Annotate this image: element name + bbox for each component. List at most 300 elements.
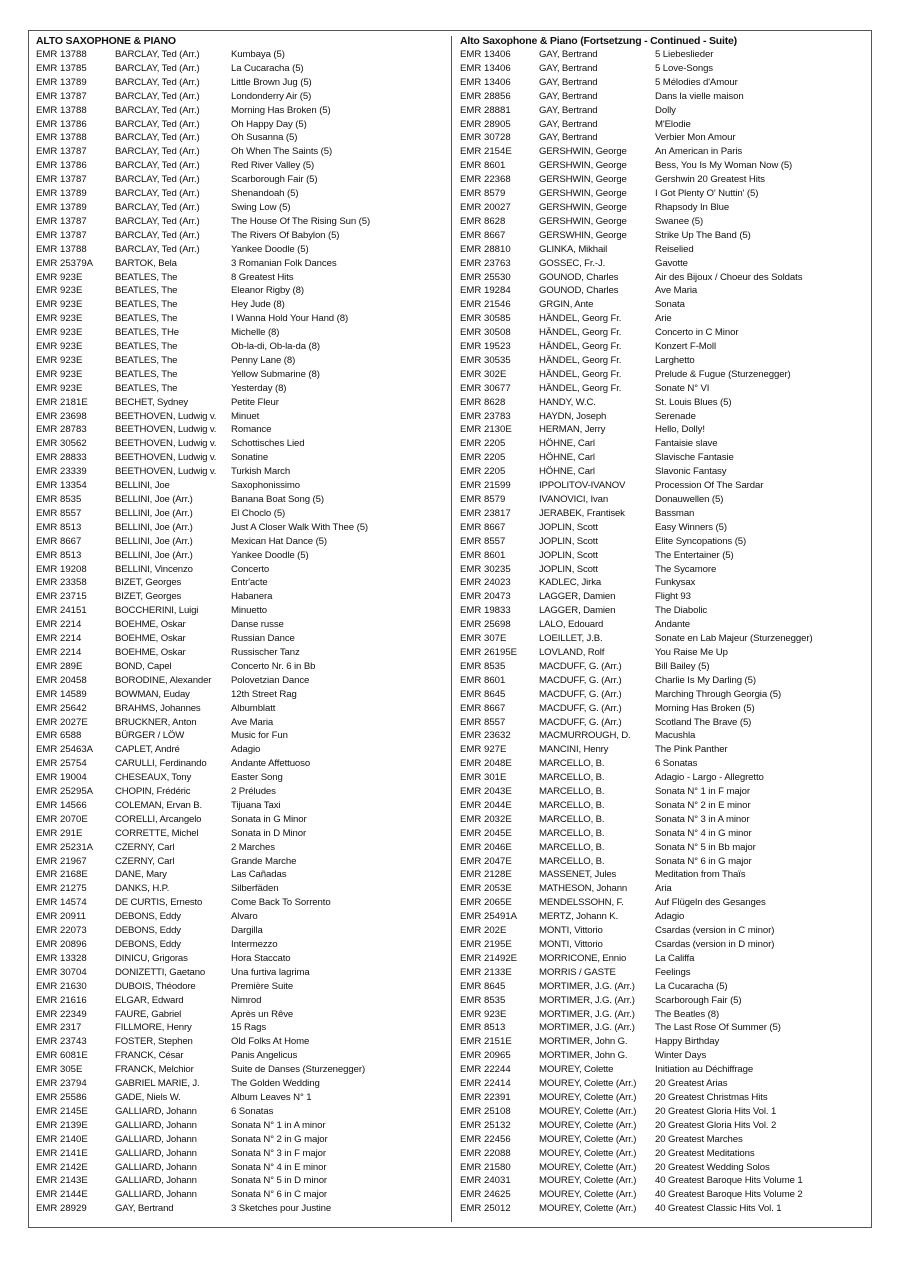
catalog-number: EMR 923E (36, 382, 83, 394)
composer: HAYDN, Joseph (539, 410, 607, 422)
catalog-number: EMR 14589 (36, 688, 87, 700)
work-title: Charlie Is My Darling (5) (655, 674, 756, 686)
work-title: Scotland The Brave (5) (655, 716, 752, 728)
composer: MORTIMER, J.G. (Arr.) (539, 1008, 635, 1020)
composer: DINICU, Grigoras (115, 952, 188, 964)
work-title: Petite Fleur (231, 396, 279, 408)
work-title: Concerto (231, 563, 270, 575)
work-title: Grande Marche (231, 855, 297, 867)
work-title: Banana Boat Song (5) (231, 494, 324, 505)
catalog-entry (460, 90, 868, 104)
composer: GERSHWIN, George (539, 215, 627, 227)
catalog-number: EMR 25463A (36, 744, 94, 756)
catalog-number: EMR 13406 (460, 49, 511, 60)
catalog-entry (460, 1161, 868, 1175)
catalog-number: EMR 19208 (36, 563, 87, 575)
composer: GAY, Bertrand (115, 1203, 174, 1215)
work-title: Première Suite (231, 980, 294, 992)
catalog-number: EMR 8579 (460, 188, 506, 200)
catalog-entry (36, 799, 444, 813)
composer: MONTI, Vittorio (539, 925, 603, 937)
work-title: The Last Rose Of Summer (5) (655, 1022, 781, 1034)
composer: MOUREY, Colette (Arr.) (539, 1189, 637, 1201)
catalog-number: EMR 2214 (36, 646, 82, 658)
catalog-entry (460, 1188, 868, 1202)
catalog-entry (36, 994, 444, 1008)
catalog-entry (460, 312, 868, 326)
catalog-number: EMR 305E (36, 1064, 83, 1076)
composer: LAGGER, Damien (539, 591, 616, 603)
catalog-entry (36, 521, 444, 535)
catalog-number: EMR 8601 (460, 160, 506, 172)
catalog-entry (460, 938, 868, 952)
catalog-number: EMR 2070E (36, 813, 88, 825)
work-title: Sonate en Lab Majeur (Sturzenegger) (655, 633, 813, 645)
work-title: St. Louis Blues (5) (655, 396, 732, 408)
catalog-number: EMR 13406 (460, 62, 511, 74)
catalog-entry (36, 952, 444, 966)
composer: GALLIARD, Johann (115, 1189, 197, 1201)
work-title: Larghetto (655, 354, 695, 366)
work-title: Minuetto (231, 605, 267, 617)
composer: DANE, Mary (115, 869, 167, 881)
composer: MOUREY, Colette (Arr.) (539, 1175, 637, 1187)
work-title: Andante Affettuoso (231, 758, 311, 770)
catalog-entry (36, 257, 444, 271)
catalog-entry (36, 1021, 444, 1035)
catalog-number: EMR 25491A (460, 911, 518, 923)
catalog-entry (36, 660, 444, 674)
composer: BEETHOVEN, Ludwig v. (115, 410, 217, 422)
work-title: Fantaisie slave (655, 438, 718, 450)
work-title: Habanera (231, 591, 273, 603)
composer: GALLIARD, Johann (115, 1161, 197, 1173)
work-title: 5 Liebeslieder (655, 49, 714, 60)
work-title: La Califfa (655, 952, 695, 964)
catalog-number: EMR 2045E (460, 827, 512, 839)
composer: BARCLAY, Ted (Arr.) (115, 104, 200, 116)
catalog-number: EMR 30535 (460, 354, 511, 366)
composer: BEETHOVEN, Ludwig v. (115, 452, 217, 464)
work-title: 5 Mélodies d'Amour (655, 76, 738, 88)
catalog-entry (36, 159, 444, 173)
work-title: Polovetzian Dance (231, 674, 310, 686)
work-title: I Got Plenty O' Nuttin' (5) (655, 188, 759, 200)
composer: GAY, Bertrand (539, 118, 598, 130)
catalog-entry (36, 1119, 444, 1133)
catalog-number: EMR 21580 (460, 1161, 511, 1173)
work-title: Hello, Dolly! (655, 424, 705, 436)
catalog-number: EMR 13789 (36, 201, 87, 213)
catalog-number: EMR 8557 (460, 716, 506, 728)
catalog-number: EMR 20458 (36, 674, 87, 686)
work-title: Sonata in G Minor (231, 813, 307, 825)
catalog-entry (460, 284, 868, 298)
work-title: The Sycamore (655, 563, 717, 575)
composer: MORTIMER, J.G. (Arr.) (539, 994, 635, 1006)
catalog-number: EMR 2053E (460, 883, 512, 895)
catalog-number: EMR 21599 (460, 480, 511, 492)
composer: MOUREY, Colette (Arr.) (539, 1133, 637, 1145)
work-title: An American in Paris (655, 146, 743, 158)
catalog-entry (36, 924, 444, 938)
catalog-number: EMR 19284 (460, 285, 511, 297)
work-title: Verbier Mon Amour (655, 132, 736, 144)
work-title: Funkysax (655, 577, 696, 589)
catalog-number: EMR 20911 (36, 911, 86, 923)
catalog-entry (460, 646, 868, 660)
catalog-entry (36, 716, 444, 730)
work-title: Eleanor Rigby (8) (231, 285, 304, 297)
composer: LOVLAND, Rolf (539, 646, 605, 658)
work-title: Auf Flügeln des Gesanges (655, 897, 766, 909)
catalog-number: EMR 2027E (36, 716, 88, 728)
catalog-entry (36, 173, 444, 187)
catalog-entry (460, 1021, 868, 1035)
catalog-number: EMR 8557 (36, 507, 82, 519)
catalog-number: EMR 2205 (460, 466, 506, 478)
composer: HÄNDEL, Georg Fr. (539, 327, 622, 339)
catalog-number: EMR 25108 (460, 1105, 511, 1117)
composer: IVANOVICI, Ivan (539, 494, 609, 505)
catalog-number: EMR 923E (36, 299, 83, 311)
catalog-entry (460, 674, 868, 688)
catalog-number: EMR 6588 (36, 730, 82, 742)
composer: BEATLES, The (115, 271, 178, 283)
composer: MORTIMER, J.G. (Arr.) (539, 1022, 635, 1034)
composer: LALO, Edouard (539, 619, 604, 631)
catalog-number: EMR 2139E (36, 1119, 88, 1131)
composer: JOPLIN, Scott (539, 549, 598, 561)
composer: BECHET, Sydney (115, 396, 189, 408)
work-title: 20 Greatest Meditations (655, 1147, 755, 1159)
catalog-number: EMR 2046E (460, 841, 512, 853)
composer: GAY, Bertrand (539, 62, 598, 74)
composer: BARCLAY, Ted (Arr.) (115, 118, 200, 130)
composer: BARCLAY, Ted (Arr.) (115, 90, 200, 102)
composer: CORELLI, Arcangelo (115, 813, 202, 825)
catalog-entry (36, 423, 444, 437)
catalog-number: EMR 2205 (460, 452, 506, 464)
catalog-entry (36, 326, 444, 340)
catalog-entry (460, 1119, 868, 1133)
composer: BEATLES, The (115, 382, 178, 394)
catalog-number: EMR 8513 (36, 521, 82, 533)
catalog-entry (460, 62, 868, 76)
catalog-entry (460, 118, 868, 132)
composer: BARCLAY, Ted (Arr.) (115, 229, 200, 241)
composer: BELLINI, Joe (Arr.) (115, 549, 193, 561)
composer: BRUCKNER, Anton (115, 716, 197, 728)
work-title: Michelle (8) (231, 327, 280, 339)
catalog-entry (460, 243, 868, 257)
composer: MOUREY, Colette (Arr.) (539, 1203, 637, 1215)
composer: MOUREY, Colette (Arr.) (539, 1105, 637, 1117)
catalog-entry (36, 479, 444, 493)
composer: HÄNDEL, Georg Fr. (539, 382, 622, 394)
work-title: Bassman (655, 507, 695, 519)
catalog-number: EMR 923E (36, 368, 83, 380)
work-title: 2 Marches (231, 841, 275, 853)
work-title: 20 Greatest Wedding Solos (655, 1161, 770, 1173)
work-title: Ave Maria (231, 716, 274, 728)
catalog-entry (36, 1188, 444, 1202)
work-title: 6 Sonatas (655, 758, 698, 770)
work-title: The Diabolic (655, 605, 708, 617)
catalog-number: EMR 30677 (460, 382, 511, 394)
catalog-entry (36, 841, 444, 855)
catalog-number: EMR 19833 (460, 605, 511, 617)
work-title: Adagio (231, 744, 261, 756)
catalog-entry (460, 437, 868, 451)
composer: JOPLIN, Scott (539, 535, 598, 547)
catalog-number: EMR 25295A (36, 786, 94, 798)
catalog-number: EMR 8557 (460, 535, 506, 547)
work-title: Bill Bailey (5) (655, 660, 710, 672)
work-title: Macushla (655, 730, 696, 742)
composer: BARTOK, Bela (115, 257, 177, 269)
catalog-number: EMR 26195E (460, 646, 518, 658)
work-title: Suite de Danses (Sturzenegger) (231, 1064, 366, 1076)
work-title: Oh Susanna (5) (231, 132, 298, 144)
catalog-entry (36, 590, 444, 604)
catalog-entry (36, 437, 444, 451)
work-title: Sonata N° 1 in A minor (231, 1119, 326, 1131)
catalog-entry (36, 271, 444, 285)
work-title: Londonderry Air (5) (231, 90, 312, 102)
catalog-entry (36, 48, 444, 62)
catalog-entry (36, 76, 444, 90)
composer: GAY, Bertrand (539, 76, 598, 88)
catalog-number: EMR 25132 (460, 1119, 511, 1131)
composer: BEETHOVEN, Ludwig v. (115, 424, 217, 436)
catalog-number: EMR 23632 (460, 730, 511, 742)
work-title: Scarborough Fair (5) (231, 174, 318, 186)
work-title: Sonata N° 2 in G major (231, 1133, 328, 1145)
composer: MANCINI, Henry (539, 744, 609, 756)
composer: BOWMAN, Euday (115, 688, 190, 700)
composer: BEATLES, The (115, 368, 178, 380)
work-title: Sonata N° 3 in A minor (655, 813, 750, 825)
work-title: 40 Greatest Classic Hits Vol. 1 (655, 1203, 782, 1215)
composer: BEATLES, The (115, 313, 178, 325)
work-title: Turkish March (231, 466, 291, 478)
work-title: Dans la vielle maison (655, 90, 744, 102)
work-title: Adagio - Largo - Allegretto (655, 772, 764, 784)
catalog-number: EMR 25754 (36, 758, 87, 770)
catalog-column-left (36, 34, 444, 1216)
work-title: Csardas (version in D minor) (655, 939, 775, 950)
catalog-number: EMR 8513 (36, 549, 82, 561)
work-title: Easter Song (231, 772, 283, 784)
work-title: Meditation from Thaïs (655, 869, 746, 881)
catalog-entry (460, 1008, 868, 1022)
catalog-entry (460, 493, 868, 507)
catalog-entry (460, 535, 868, 549)
catalog-number: EMR 8667 (36, 535, 82, 547)
catalog-number: EMR 13787 (36, 174, 87, 186)
work-title: Air des Bijoux / Choeur des Soldats (655, 271, 803, 283)
catalog-number: EMR 2144E (36, 1189, 88, 1201)
work-title: Arie (655, 313, 672, 325)
work-title: Yellow Submarine (8) (231, 368, 320, 380)
composer: BARCLAY, Ted (Arr.) (115, 174, 200, 186)
work-title: Scarborough Fair (5) (655, 994, 742, 1006)
catalog-entry (460, 1174, 868, 1188)
catalog-number: EMR 2032E (460, 813, 512, 825)
catalog-entry (460, 104, 868, 118)
work-title: Donauwellen (5) (655, 494, 724, 505)
catalog-entry (36, 1063, 444, 1077)
work-title: Csardas (version in C minor) (655, 925, 775, 937)
composer: KADLEC, Jirka (539, 577, 602, 589)
work-title: 40 Greatest Baroque Hits Volume 2 (655, 1189, 803, 1201)
catalog-number: EMR 22349 (36, 1008, 87, 1020)
composer: MACDUFF, G. (Arr.) (539, 716, 622, 728)
catalog-entry (36, 632, 444, 646)
work-title: Sonate N° VI (655, 382, 710, 394)
composer: COLEMAN, Ervan B. (115, 799, 203, 811)
catalog-number: EMR 8535 (36, 494, 82, 505)
composer: BEETHOVEN, Ludwig v. (115, 438, 217, 450)
catalog-entry (36, 910, 444, 924)
composer: GERSHWIN, George (539, 188, 627, 200)
composer: MARCELLO, B. (539, 758, 605, 770)
composer: BELLINI, Joe (Arr.) (115, 535, 193, 547)
composer: GERSHWIN, George (539, 146, 627, 158)
work-title: Danse russe (231, 619, 284, 631)
catalog-entry (36, 145, 444, 159)
composer: FAURE, Gabriel (115, 1008, 182, 1020)
catalog-number: EMR 307E (460, 633, 507, 645)
catalog-entry (36, 298, 444, 312)
catalog-number: EMR 8628 (460, 396, 506, 408)
catalog-number: EMR 21546 (460, 299, 511, 311)
composer: GAY, Bertrand (539, 132, 598, 144)
work-title: Red River Valley (5) (231, 160, 315, 172)
catalog-entry (36, 354, 444, 368)
catalog-number: EMR 8535 (460, 994, 506, 1006)
catalog-entry (36, 618, 444, 632)
catalog-number: EMR 923E (36, 271, 83, 283)
catalog-number: EMR 8667 (460, 521, 506, 533)
catalog-entry (460, 590, 868, 604)
work-title: Saxophonissimo (231, 480, 300, 492)
catalog-number: EMR 22368 (460, 174, 511, 186)
work-title: Sonata N° 5 in D minor (231, 1175, 328, 1187)
composer: LAGGER, Damien (539, 605, 616, 617)
work-title: Sonata N° 1 in F major (655, 786, 750, 798)
composer: DEBONS, Eddy (115, 925, 181, 937)
composer: FILLMORE, Henry (115, 1022, 192, 1034)
catalog-entry (460, 799, 868, 813)
catalog-entry (36, 1008, 444, 1022)
work-title: Initiation au Déchiffrage (655, 1064, 754, 1076)
work-title: Swanee (5) (655, 215, 704, 227)
catalog-entry (36, 118, 444, 132)
catalog-number: EMR 23743 (36, 1036, 87, 1048)
work-title: Oh Happy Day (5) (231, 118, 307, 130)
catalog-entry (36, 229, 444, 243)
catalog-number: EMR 302E (460, 368, 507, 380)
catalog-number: EMR 21492E (460, 952, 518, 964)
catalog-entry (36, 882, 444, 896)
catalog-entry (36, 215, 444, 229)
work-title: Bess, You Is My Woman Now (5) (655, 160, 793, 172)
work-title: Penny Lane (8) (231, 354, 296, 366)
catalog-number: EMR 30728 (460, 132, 511, 144)
work-title: Serenade (655, 410, 696, 422)
work-title: Sonata N° 3 in F major (231, 1147, 326, 1159)
composer: MACDUFF, G. (Arr.) (539, 702, 622, 714)
composer: BEATLES, The (115, 285, 178, 297)
catalog-entry (460, 326, 868, 340)
work-title: Sonata N° 2 in E minor (655, 799, 751, 811)
catalog-entry (36, 90, 444, 104)
catalog-entry (36, 201, 444, 215)
work-title: 3 Sketches pour Justine (231, 1203, 332, 1215)
catalog-entry (36, 1105, 444, 1119)
catalog-entry (36, 771, 444, 785)
composer: HÄNDEL, Georg Fr. (539, 313, 622, 325)
catalog-number: EMR 23358 (36, 577, 87, 589)
catalog-number: EMR 13789 (36, 76, 87, 88)
catalog-number: EMR 25698 (460, 619, 511, 631)
catalog-entry (460, 465, 868, 479)
catalog-number: EMR 28833 (36, 452, 87, 464)
composer: HERMAN, Jerry (539, 424, 606, 436)
catalog-number: EMR 923E (36, 285, 83, 297)
work-title: Yankee Doodle (5) (231, 549, 309, 561)
catalog-number: EMR 13354 (36, 480, 87, 492)
catalog-number: EMR 19004 (36, 772, 87, 784)
work-title: Russischer Tanz (231, 646, 300, 658)
catalog-number: EMR 28810 (460, 243, 511, 255)
composer: BOEHME, Oskar (115, 633, 186, 645)
catalog-number: EMR 927E (460, 744, 507, 756)
catalog-entry (460, 423, 868, 437)
composer: MOUREY, Colette (Arr.) (539, 1119, 637, 1131)
composer: GAY, Bertrand (539, 90, 598, 102)
catalog-number: EMR 23817 (460, 507, 511, 519)
catalog-number: EMR 8667 (460, 702, 506, 714)
composer: MASSENET, Jules (539, 869, 617, 881)
catalog-number: EMR 21967 (36, 855, 87, 867)
composer: GALLIARD, Johann (115, 1133, 197, 1145)
work-title: Hora Staccato (231, 952, 291, 964)
work-title: Easy Winners (5) (655, 521, 727, 533)
composer: GALLIARD, Johann (115, 1105, 197, 1117)
catalog-entry (36, 785, 444, 799)
catalog-entry (460, 924, 868, 938)
catalog-number: EMR 28929 (36, 1203, 87, 1215)
catalog-number: EMR 13788 (36, 132, 87, 144)
composer: CZERNY, Carl (115, 855, 175, 867)
composer: MOUREY, Colette (Arr.) (539, 1147, 637, 1159)
work-title: Morning Has Broken (5) (231, 104, 331, 116)
composer: LOEILLET, J.B. (539, 633, 603, 645)
column-divider (451, 36, 452, 1222)
catalog-number: EMR 13406 (460, 76, 511, 88)
catalog-entry (460, 757, 868, 771)
catalog-entry (460, 896, 868, 910)
composer: MARCELLO, B. (539, 841, 605, 853)
work-title: Reiselied (655, 243, 694, 255)
work-title: Dolly (655, 104, 676, 116)
catalog-number: EMR 25530 (460, 271, 511, 283)
work-title: The Pink Panther (655, 744, 728, 756)
catalog-entry (460, 1147, 868, 1161)
